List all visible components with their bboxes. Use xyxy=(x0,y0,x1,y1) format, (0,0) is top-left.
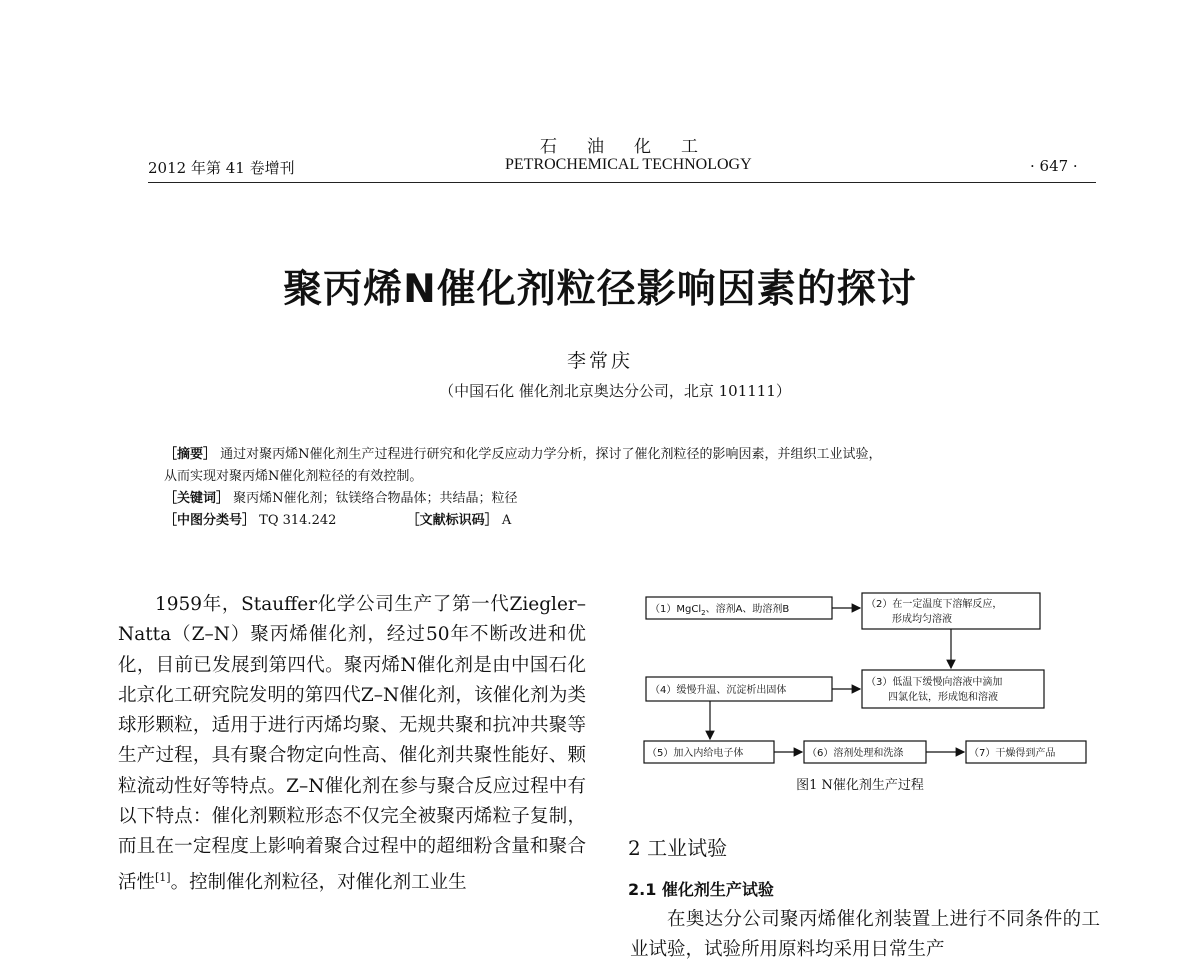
svg-text:（2）在一定温度下溶解反应，: （2）在一定温度下溶解反应， xyxy=(866,599,1003,610)
flow-step-1 xyxy=(646,597,832,619)
process-flowchart xyxy=(620,575,1100,805)
journal-name-en: PETROCHEMICAL TECHNOLOGY xyxy=(505,156,752,173)
section-2-1-text xyxy=(630,905,1100,965)
svg-text:（6）溶剂处理和洗涤: （6）溶剂处理和洗涤 xyxy=(807,748,904,759)
abstract-line-1 xyxy=(164,444,1084,466)
abstract-block xyxy=(164,444,1084,532)
intro-paragraph xyxy=(118,590,586,898)
svg-text:（7）干燥得到产品: （7）干燥得到产品 xyxy=(969,748,1056,759)
abstract-text-1: 通过对聚丙烯N催化剂生产过程进行研究和化学反应动力学分析，探讨了催化剂粒径的影响因素，并组织工业试验， xyxy=(220,447,882,462)
keywords-line xyxy=(164,488,1084,510)
figure-caption: 图1 N催化剂生产过程 xyxy=(796,778,924,793)
svg-text:（4）缓慢升温、沉淀析出固体: （4）缓慢升温、沉淀析出固体 xyxy=(650,685,787,696)
affiliation: （中国石化 催化剂北京奥达分公司，北京 101111） xyxy=(439,382,791,400)
header-rule xyxy=(148,182,1096,183)
clc-code: TQ 314.242 xyxy=(259,513,337,528)
abstract-label: ［摘要］ xyxy=(164,447,217,462)
abstract-text-2: 从而实现对聚丙烯N催化剂粒径的有效控制。 xyxy=(164,469,423,484)
clc-label: ［中图分类号］ xyxy=(164,513,256,528)
abstract-line-2 xyxy=(164,466,1084,488)
doc-code: A xyxy=(501,513,512,528)
section-2-1-paragraph: 在奥达分公司聚丙烯催化剂装置上进行不同条件的工业试验，试验所用原料均采用日常生产 xyxy=(630,909,1100,960)
journal-name-cn: 石油化工 xyxy=(540,137,728,157)
author-name: 李常庆 xyxy=(566,350,633,372)
section-2-1-heading: 2.1 催化剂生产试验 xyxy=(628,880,774,899)
keywords-label: ［关键词］ xyxy=(164,491,230,506)
intro-text-b: 。控制催化剂粒径，对催化剂工业生 xyxy=(170,871,467,893)
citation-ref-1[interactable]: [1] xyxy=(155,870,171,884)
flow-step-2 xyxy=(862,593,1040,629)
intro-text-a: 1959年，Stauffer化学公司生产了第一代Ziegler–Natta（Z–N）聚丙烯催化剂，经过50年不断改进和优化，目前已发展到第四代。聚丙烯N催化剂是由中国石化北京化工研究院发明的第四代Z–N催化剂，该催化剂为类球形颗粒，适用于进行丙烯均聚、无规共聚和抗冲共聚等生产过程，具有聚合物定向性高、催化剂共聚性能好、颗粒流动性好等特点。Z–N催化剂在参与聚合反应过程中有以下特点：催化剂颗粒形态不仅完全被聚丙烯粒子复制，而且在一定程度上影响着聚合过程中的超细粉含量和聚合活性 xyxy=(118,594,586,893)
article-title: 聚丙烯N催化剂粒径影响因素的探讨 xyxy=(283,267,917,312)
svg-text:（1）MgCl2、溶剂A、助溶剂B: （1）MgCl$_2$、溶剂A、助溶剂B xyxy=(650,604,790,617)
flow-step-3 xyxy=(862,670,1044,708)
flow-step-5 xyxy=(644,741,774,763)
svg-text:（3）低温下缓慢向溶液中滴加: （3）低温下缓慢向溶液中滴加 xyxy=(866,677,1003,688)
section-2-heading: 2 工业试验 xyxy=(628,836,728,860)
svg-text:四氯化钛，形成饱和溶液: 四氯化钛，形成饱和溶液 xyxy=(888,692,998,703)
flow-step-7 xyxy=(966,741,1086,763)
classification-line xyxy=(164,510,1084,532)
keywords-text: 聚丙烯N催化剂；钛镁络合物晶体；共结晶；粒径 xyxy=(233,491,518,506)
svg-text:形成均匀溶液: 形成均匀溶液 xyxy=(892,614,952,625)
issue-info: 2012 年第 41 卷增刊 xyxy=(148,159,295,177)
doc-code-label: ［文献标识码］ xyxy=(406,513,498,528)
intro-column xyxy=(118,590,586,898)
page-number: · 647 · xyxy=(1030,157,1078,175)
flow-step-6 xyxy=(804,741,926,763)
svg-text:（5）加入内给电子体: （5）加入内给电子体 xyxy=(647,748,744,759)
flow-step-4 xyxy=(646,677,832,701)
